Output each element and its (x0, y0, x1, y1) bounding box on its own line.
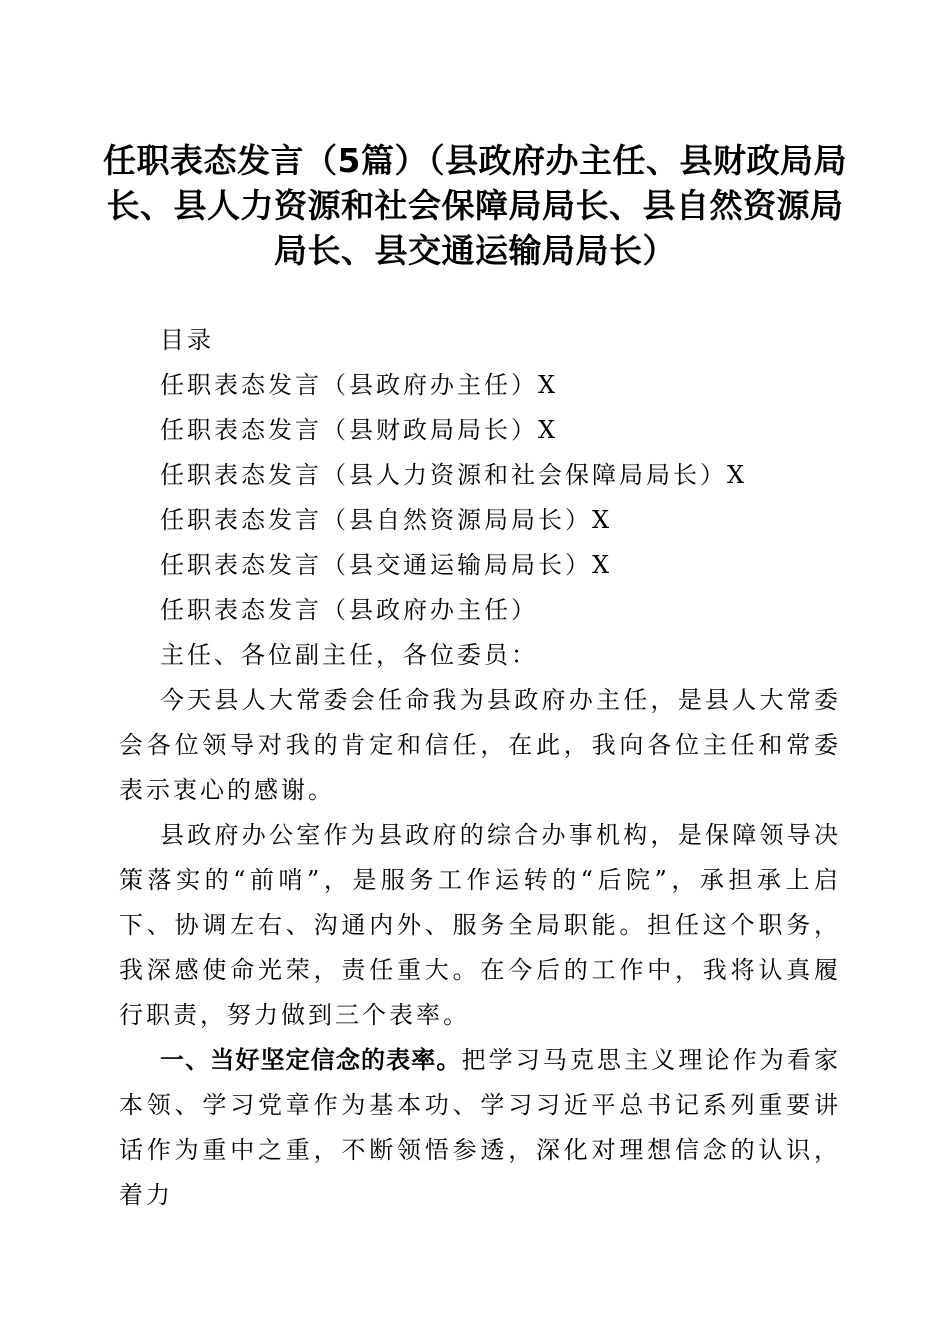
point-one-text: 把学习马克思主义理论作为看家本领、学习党章作为基本功、学习习近平总书记系列重要讲话作为重中之重，不断领悟参透，深化对理想信念的认识，着力 (119, 1046, 842, 1209)
toc-item-4: 任职表态发言（县自然资源局局长）X (160, 506, 613, 534)
toc-item-1: 任职表态发言（县政府办主任）X (160, 371, 559, 399)
paragraph-3 (119, 1038, 841, 1218)
toc-item-5: 任职表态发言（县交通运输局局长）X (160, 551, 613, 579)
toc-item-3: 任职表态发言（县人力资源和社会保障局局长）X (160, 461, 748, 489)
section-title: 任职表态发言（县政府办主任） (160, 596, 538, 624)
paragraph-2: 县政府办公室作为县政府的综合办事机构，是保障领导决策落实的“前哨”，是服务工作运转的“后院”，承担承上启下、协调左右、沟通内外、服务全局职能。担任这个职务，我深感使命光荣，责任重大。在今后的工作中，我将认真履行职责，努力做到三个表率。 (119, 821, 841, 1029)
paragraph-1: 今天县人大常委会任命我为县政府办主任，是县人大常委会各位领导对我的肯定和信任，在此，我向各位主任和常委表示衷心的感谢。 (119, 686, 841, 804)
toc-item-2: 任职表态发言（县财政局局长）X (160, 416, 559, 444)
document-body (119, 318, 841, 1218)
point-one-heading: 一、当好坚定信念的表率。 (160, 1046, 462, 1074)
document-title: 任职表态发言（5篇）（县政府办主任、县财政局局长、县人力资源和社会保障局局长、县自然资源局局长、县交通运输局局长） (103, 141, 847, 270)
salutation: 主任、各位副主任，各位委员： (160, 641, 538, 669)
toc-heading: 目录 (160, 326, 214, 354)
